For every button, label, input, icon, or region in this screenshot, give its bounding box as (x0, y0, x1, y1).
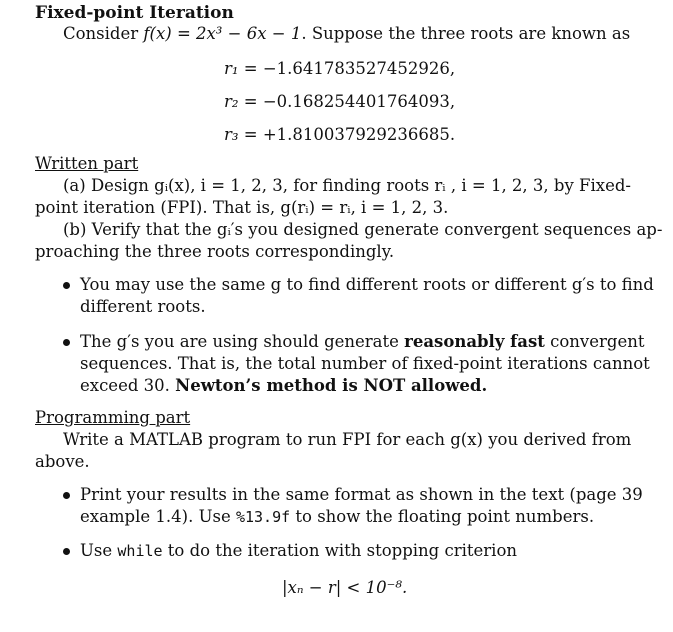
root-r3 (224, 124, 455, 146)
programming-heading: Programming part (35, 408, 191, 427)
bullet-icon (63, 548, 70, 555)
written-a-line1: (a) Design gᵢ(x), i = 1, 2, 3, for finding roots rᵢ , i = 1, 2, 3, by Fixed- (63, 176, 631, 195)
text-segment: Use (80, 541, 118, 560)
root-r1 (224, 58, 455, 80)
programming-line2: above. (35, 452, 90, 471)
root-r2 (224, 91, 455, 113)
code-text: while (117, 542, 163, 560)
root-label: r₂ (224, 92, 239, 111)
written-a-line2: point iteration (FPI). That is, g(rᵢ) = rᵢ, i = 1, 2, 3. (35, 198, 449, 217)
bold-text: Newton’s method is NOT allowed. (175, 376, 488, 395)
intro-function: f(x) = 2x³ − 6x − 1 (143, 24, 302, 43)
root-label: r₁ (224, 59, 239, 78)
text-segment: to show the floating point numbers. (290, 507, 595, 526)
bullet-icon (63, 492, 70, 499)
bullet-icon (63, 339, 70, 346)
text-segment: exceed 30. (80, 376, 176, 395)
intro-line (63, 23, 630, 45)
programming-line1: Write a MATLAB program to run FPI for each g(x) you derived from (63, 430, 632, 449)
programming-bullet1-line2 (80, 506, 594, 528)
written-b-line1: (b) Verify that the gᵢ′s you designed generate convergent sequences ap- (63, 220, 663, 239)
page-title: Fixed-point Iteration (35, 3, 234, 23)
written-bullet1-line1: You may use the same g to find different roots or different g′s to find (80, 275, 654, 294)
text-segment: example 1.4). Use (80, 507, 236, 526)
root-value: = −0.168254401764093, (243, 92, 456, 111)
bullet-icon (63, 282, 70, 289)
root-value: = +1.810037929236685. (243, 125, 456, 144)
text-segment: to do the iteration with stopping criterion (162, 541, 518, 560)
intro-consider: Consider (63, 24, 139, 43)
text-segment: convergent (544, 332, 645, 351)
written-bullet2-line3 (80, 375, 487, 397)
root-label: r₃ (224, 125, 239, 144)
code-text: %13.9f (235, 508, 291, 526)
stopping-criterion: |xₙ − r| < 10⁻⁸. (282, 578, 408, 597)
written-bullet2-line2: sequences. That is, the total number of fixed-point iterations cannot (80, 354, 650, 373)
programming-bullet2 (80, 540, 517, 562)
written-b-line2: proaching the three roots correspondingly. (35, 242, 395, 261)
text-segment: The g′s you are using should generate (80, 332, 405, 351)
bold-text: reasonably fast (404, 332, 545, 351)
written-bullet1-line2: different roots. (80, 297, 206, 316)
root-value: = −1.641783527452926, (243, 59, 456, 78)
programming-bullet1-line1: Print your results in the same format as shown in the text (page 39 (80, 485, 643, 504)
written-heading: Written part (35, 154, 139, 173)
written-bullet2-line1 (80, 331, 644, 353)
intro-tail: . Suppose the three roots are known as (301, 24, 631, 43)
